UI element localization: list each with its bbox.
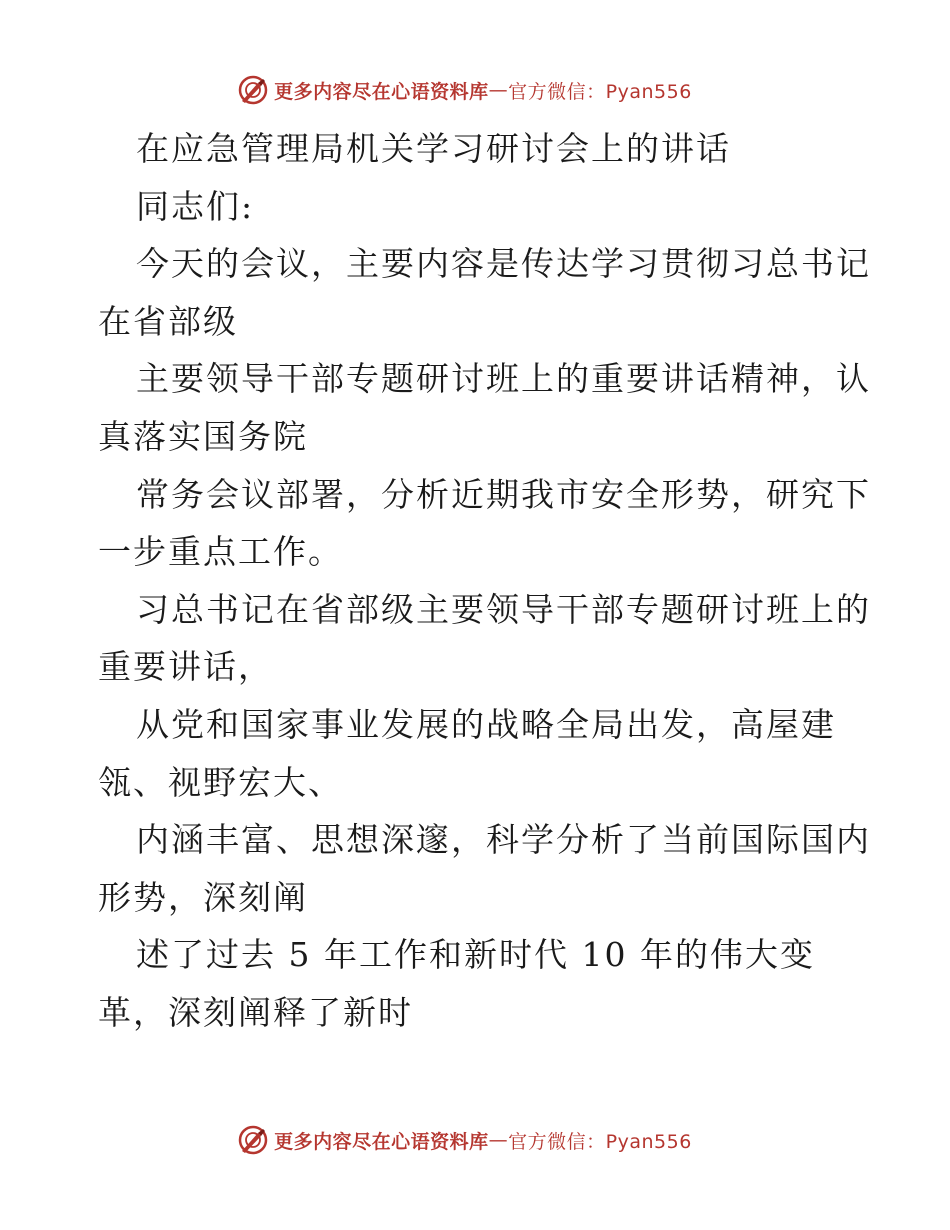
text-line: 真落实国务院 (98, 416, 308, 456)
watermark-separator: — (488, 79, 509, 101)
watermark-wechat: 官方微信：Pyan556 (508, 80, 692, 103)
header-watermark (0, 70, 950, 110)
watermark-text: 更多内容尽在心语资料库 (274, 80, 489, 103)
pen-logo-icon (238, 1125, 268, 1155)
salutation: 同志们: (136, 186, 255, 226)
text-line: 主要领导干部专题研讨班上的重要讲话精神，认 (136, 359, 871, 399)
text-line: 习总书记在省部级主要领导干部专题研讨班上的 (136, 589, 871, 629)
watermark-wechat: 官方微信：Pyan556 (508, 1130, 692, 1153)
pen-logo-icon (238, 75, 268, 105)
watermark-text: 更多内容尽在心语资料库 (274, 1130, 489, 1153)
text-line: 内涵丰富、思想深邃，科学分析了当前国际国内 (136, 820, 871, 860)
document-title: 在应急管理局机关学习研讨会上的讲话 (136, 129, 731, 168)
text-line: 在省部级 (98, 301, 238, 341)
text-line: 今天的会议，主要内容是传达学习贯彻习总书记 (136, 244, 871, 284)
text-line: 从党和国家事业发展的战略全局出发，高屋建 (136, 704, 836, 744)
text-line: 瓴、视野宏大、 (98, 762, 343, 802)
footer-watermark (0, 1120, 950, 1160)
text-line: 常务会议部署，分析近期我市安全形势，研究下 (136, 474, 871, 514)
text-line: 一步重点工作。 (98, 532, 343, 572)
document-body (98, 120, 871, 1042)
watermark-separator: — (488, 1129, 509, 1151)
text-line: 形势，深刻阐 (98, 877, 308, 917)
text-line: 述了过去 5 年工作和新时代 10 年的伟大变 (136, 935, 815, 975)
text-line: 重要讲话， (98, 647, 273, 687)
text-line: 革，深刻阐释了新时 (98, 992, 413, 1032)
